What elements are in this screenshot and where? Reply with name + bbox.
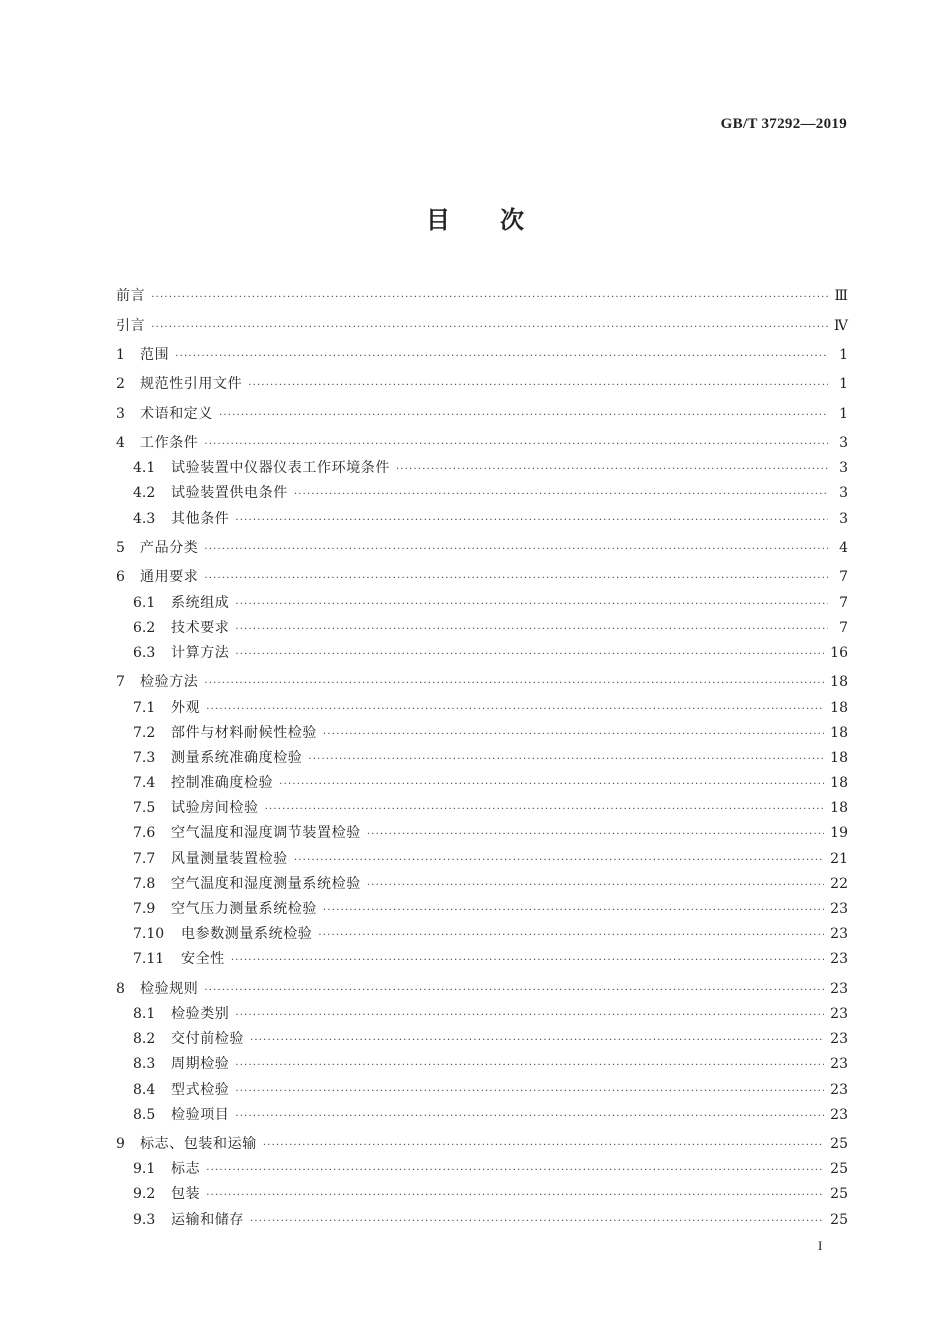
toc-entry-number: 4.1 [133,460,156,477]
toc-entry[interactable] [116,1078,848,1103]
title-char-1: 目 [426,206,450,234]
toc-entry-number: 4 [116,435,125,452]
toc-entry[interactable] [116,456,848,481]
toc-entry-label: 空气温度和湿度调节装置检验 [171,825,361,842]
toc-entry[interactable] [116,1208,848,1233]
toc-entry[interactable] [116,821,848,846]
toc-entry-page: 23 [830,1056,848,1073]
toc-entry-page: 1 [839,405,848,422]
toc-entry-page: 18 [830,800,848,817]
toc-entry[interactable] [116,372,848,397]
dot-leader [235,1003,824,1028]
toc-entry-page: 3 [839,510,848,527]
toc-entry[interactable] [116,922,848,947]
toc-entry-page: 18 [830,775,848,792]
toc-entry-page: Ⅲ [834,288,848,305]
toc-entry[interactable] [116,897,848,922]
toc-entry-label: 包装 [171,1186,201,1203]
dot-leader [308,747,824,772]
toc-entry-number: 7.4 [133,775,156,792]
toc-entry-label: 检验规则 [140,980,199,997]
toc-entry-label: 引言 [116,317,146,334]
toc-entry-number: 9.2 [133,1186,156,1203]
toc-entry-label: 工作条件 [140,435,199,452]
toc-entry-number: 8 [116,980,125,997]
toc-entry-page: 18 [830,674,848,691]
dot-leader [175,344,828,369]
toc-entry-page: 23 [830,1031,848,1048]
toc-entry-number: 7.7 [133,850,156,867]
toc-entry[interactable] [116,746,848,771]
toc-entry-page: 19 [830,825,848,842]
toc-entry-page: 3 [839,435,848,452]
toc-entry-label: 规范性引用文件 [140,376,243,393]
toc-entry-page: 25 [830,1186,848,1203]
toc-entry-page: 25 [830,1211,848,1228]
toc-entry-label: 系统组成 [171,594,230,611]
toc-entry-label: 控制准确度检验 [171,775,274,792]
toc-entry-label: 产品分类 [140,540,199,556]
dot-leader [263,1133,824,1158]
toc-entry-page: 23 [830,1106,848,1123]
toc-entry[interactable] [116,771,848,796]
dot-leader [294,482,828,507]
dot-leader [250,1028,824,1053]
toc-entry-label: 电参数测量系统检验 [181,926,313,943]
dot-leader [367,873,824,898]
toc-entry-label: 试验房间检验 [171,800,259,817]
toc-entry-page: 23 [830,1081,848,1098]
toc-entry-label: 通用要求 [140,569,199,586]
toc-entry-number: 9.3 [133,1211,156,1228]
toc-entry[interactable] [116,507,848,532]
toc-entry[interactable] [116,847,848,872]
toc-entry-page: 1 [839,376,848,393]
toc-entry-label: 周期检验 [171,1056,230,1073]
toc-entry-label: 技术要求 [171,619,230,636]
toc-entry[interactable] [116,284,848,309]
toc-entry-number: 6.1 [133,594,156,611]
toc-entry[interactable] [116,721,848,746]
toc-entry-page: 23 [830,980,848,997]
toc-entry-number: 7.1 [133,699,156,716]
toc-entry-label: 空气压力测量系统检验 [171,901,317,917]
dot-leader [294,848,824,873]
toc-entry-label: 标志 [171,1161,201,1178]
toc-entry-number: 7.2 [133,724,156,741]
dot-leader [318,923,824,948]
toc-entry-number: 4.2 [133,485,156,502]
title-char-2: 次 [500,206,524,234]
toc-entry[interactable] [116,565,848,590]
toc-entry[interactable] [116,402,848,427]
toc-entry-number: 8.1 [133,1005,156,1022]
toc-entry-number: 6.2 [133,619,156,636]
dot-leader [265,797,825,822]
toc-entry-number: 7 [116,674,125,691]
toc-entry-label: 外观 [171,699,201,716]
toc-entry-label: 前言 [116,288,146,305]
toc-entry-page: 18 [830,749,848,766]
toc-entry-page: 3 [839,460,848,477]
toc-entry-number: 9.1 [133,1161,156,1178]
toc-entry-label: 计算方法 [171,644,230,661]
dot-leader [219,403,828,428]
dot-leader [250,1209,824,1234]
toc-entry-page: 25 [830,1136,848,1153]
dot-leader [235,508,828,533]
toc-entry-label: 空气温度和湿度测量系统检验 [171,875,361,892]
toc-entry-label: 检验方法 [140,674,199,691]
toc-entry-label: 部件与材料耐候性检验 [171,724,317,741]
toc-entry-label: 检验类别 [171,1005,230,1022]
dot-leader [367,822,824,847]
toc-entry-label: 型式检验 [171,1081,230,1098]
dot-leader [235,1079,824,1104]
toc-entry[interactable] [116,1132,848,1157]
dot-leader [204,537,828,562]
toc-entry-label: 运输和储存 [171,1211,244,1228]
toc-entry-number: 7.6 [133,825,156,842]
toc-entry[interactable] [116,1002,848,1027]
toc-entry-number: 7.10 [133,926,165,943]
dot-leader [235,1053,824,1078]
toc-entry-label: 检验项目 [171,1106,230,1123]
dot-leader [323,722,824,747]
toc-entry-number: 6.3 [133,644,156,661]
toc-entry[interactable] [116,343,848,368]
toc-entry-number: 8.5 [133,1106,156,1123]
toc-entry[interactable] [116,977,848,1002]
toc-entry[interactable] [116,481,848,506]
toc-entry-label: 交付前检验 [171,1031,244,1048]
toc-entry[interactable] [116,641,848,666]
toc-entry[interactable] [116,696,848,721]
toc-entry-page: 21 [830,850,848,867]
toc-entry-number: 7.9 [133,901,156,917]
toc-entry-page: 4 [839,540,848,556]
toc-entry-label: 试验装置中仪器仪表工作环境条件 [171,460,390,477]
table-of-contents [116,280,848,1233]
dot-leader [235,642,824,667]
dot-leader [279,772,824,797]
toc-entry[interactable] [116,872,848,897]
dot-leader [396,457,828,482]
toc-entry-number: 7.11 [133,951,165,968]
dot-leader [151,285,828,310]
toc-entry-number: 3 [116,405,125,422]
dot-leader [323,898,824,923]
page-number: I [818,1238,823,1253]
page-title [0,200,950,235]
toc-entry-number: 6 [116,569,125,586]
dot-leader [206,1183,824,1208]
dot-leader [204,566,828,591]
toc-entry-page: 23 [830,951,848,968]
toc-entry-page: 7 [839,619,848,636]
toc-entry-number: 8.2 [133,1031,156,1048]
toc-entry-label: 标志、包装和运输 [140,1136,257,1153]
dot-leader [235,592,828,617]
toc-entry-page: 3 [839,485,848,502]
toc-entry-page: 25 [830,1161,848,1178]
toc-entry-page: 7 [839,569,848,586]
toc-entry[interactable] [116,616,848,641]
toc-entry[interactable] [116,947,848,972]
toc-entry[interactable] [116,1103,848,1128]
toc-entry-page: 23 [830,926,848,943]
dot-leader [231,948,824,973]
toc-entry-label: 其他条件 [171,510,230,527]
toc-entry-number: 9 [116,1136,125,1153]
toc-entry-page: 18 [830,724,848,741]
toc-entry-page: 18 [830,699,848,716]
toc-entry-page: Ⅳ [834,317,848,334]
dot-leader [206,697,824,722]
dot-leader [235,617,828,642]
toc-entry-page: 16 [830,644,848,661]
toc-entry-number: 1 [116,346,125,363]
toc-entry-page: 23 [830,1005,848,1022]
toc-entry-page: 23 [830,901,848,917]
toc-entry-number: 2 [116,376,125,393]
toc-entry-label: 安全性 [181,951,225,968]
toc-entry-label: 风量测量装置检验 [171,850,288,867]
toc-entry[interactable] [116,1027,848,1052]
toc-entry-label: 试验装置供电条件 [171,485,288,502]
toc-entry-number: 7.5 [133,800,156,817]
toc-entry[interactable] [116,314,848,339]
toc-entry-number: 5 [116,540,125,556]
toc-entry[interactable] [116,1182,848,1207]
toc-entry[interactable] [116,591,848,616]
dot-leader [235,1104,824,1129]
toc-entry-label: 范围 [140,346,170,363]
toc-entry-number: 8.4 [133,1081,156,1098]
toc-entry[interactable] [116,796,848,821]
toc-entry[interactable] [116,431,848,456]
toc-entry-number: 4.3 [133,510,156,527]
toc-entry[interactable] [116,1052,848,1077]
toc-entry-label: 测量系统准确度检验 [171,749,303,766]
toc-entry-page: 1 [839,346,848,363]
dot-leader [204,671,824,696]
toc-entry[interactable] [116,536,848,561]
toc-entry-number: 7.3 [133,749,156,766]
dot-leader [206,1158,824,1183]
toc-entry-page: 7 [839,594,848,611]
dot-leader [248,373,828,398]
toc-entry-page: 22 [830,875,848,892]
toc-entry-number: 7.8 [133,875,156,892]
toc-entry-number: 8.3 [133,1056,156,1073]
toc-entry[interactable] [116,670,848,695]
standard-code: GB/T 37292—2019 [720,116,847,132]
toc-entry-label: 术语和定义 [140,405,213,422]
toc-entry[interactable] [116,1157,848,1182]
dot-leader [204,978,824,1003]
dot-leader [204,432,828,457]
dot-leader [151,315,828,340]
